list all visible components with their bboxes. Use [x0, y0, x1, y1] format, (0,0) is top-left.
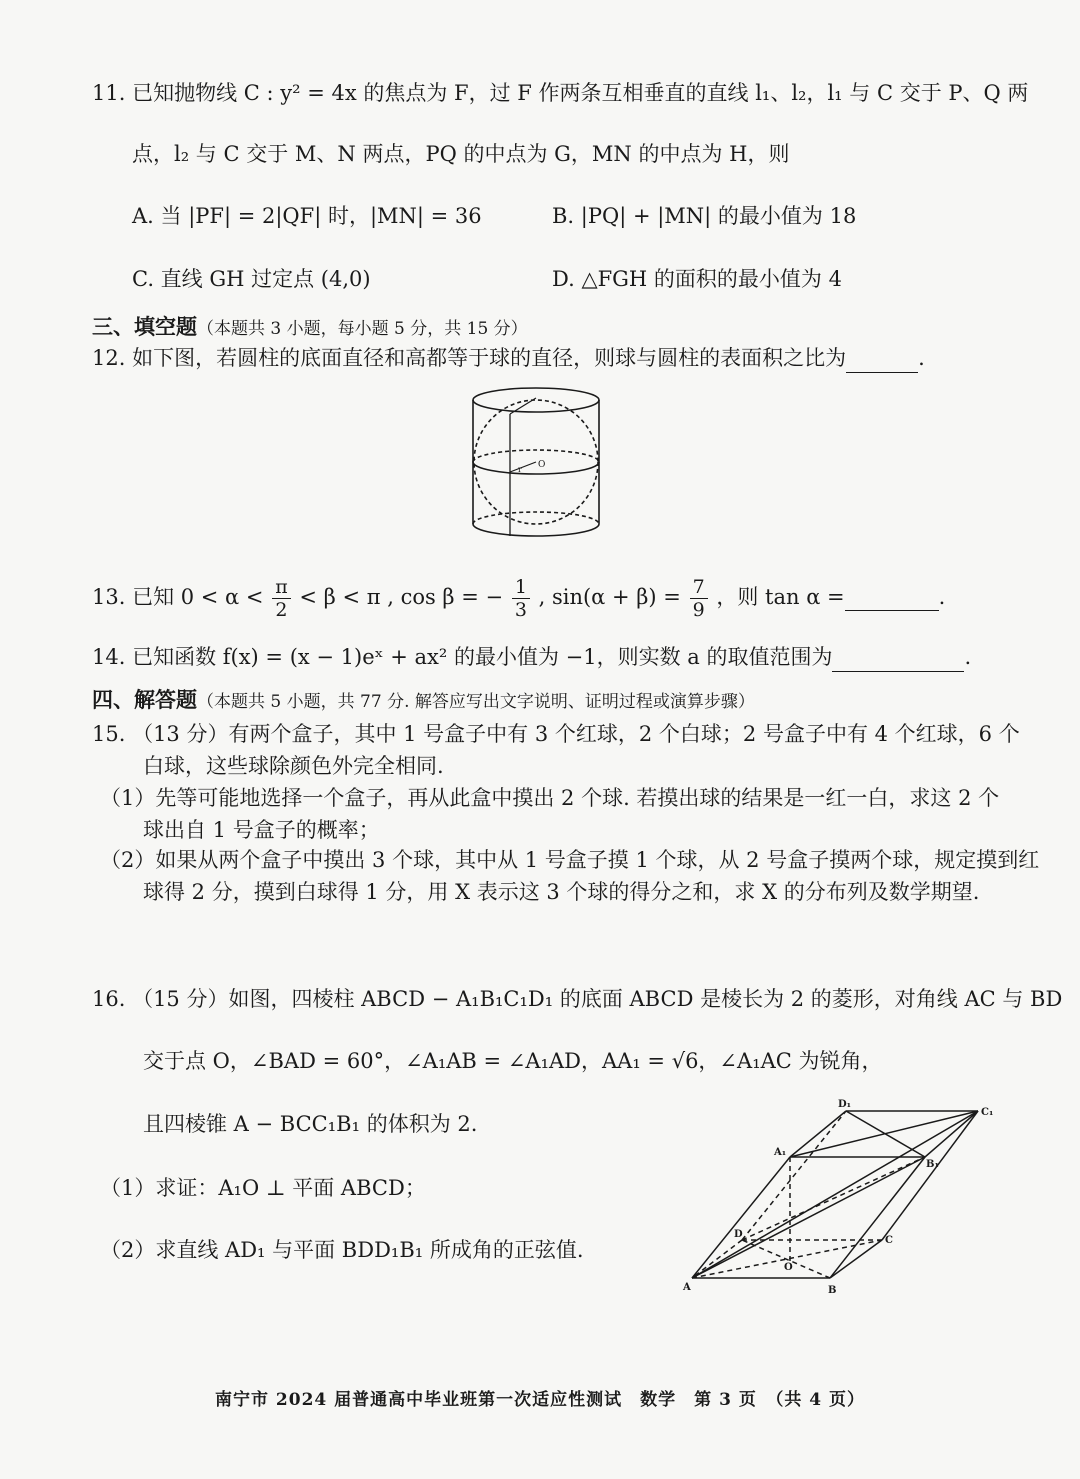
- q13-answer-blank[interactable]: [845, 586, 939, 611]
- seg-ac1: [692, 1111, 978, 1278]
- q13-frac-pi-over-2: [272, 576, 291, 621]
- q11-option-a: A. 当 |PF| = 2|QF| 时，|MN| = 36: [132, 204, 482, 228]
- label-a: A: [683, 1282, 691, 1293]
- q13-frac-2: 2: [275, 599, 288, 621]
- q14-end: .: [964, 645, 972, 669]
- edge-aa1: [692, 1157, 790, 1278]
- q15-line1: 15. （13 分）有两个盒子，其中 1 号盒子中有 3 个红球，2 个白球；2 号盒子中有 4 个红球，6 个: [92, 722, 1020, 746]
- q11-option-c: C. 直线 GH 过定点 (4,0): [132, 267, 371, 291]
- cylinder-sphere-figure: [470, 386, 602, 546]
- seg-ab1: [692, 1157, 925, 1278]
- q12-stem: 12. 如下图，若圆柱的底面直径和高都等于球的直径，则球与圆柱的表面积之比为: [92, 346, 847, 370]
- prism-figure: [680, 1095, 1000, 1295]
- radius-segment: [510, 462, 536, 472]
- q11-option-d: D. △FGH 的面积的最小值为 4: [552, 267, 842, 291]
- q13-tail: ，则 tan α =: [716, 585, 845, 609]
- q11-line2: 点，l₂ 与 C 交于 M、N 两点，PQ 的中点为 G，MN 的中点为 H，则: [132, 142, 790, 166]
- q11-line1: 11. 已知抛物线 C : y² = 4x 的焦点为 F，过 F 作两条互相垂直的直线 l₁、l₂，l₁ 与 C 交于 P、Q 两: [92, 81, 1029, 105]
- q15-part2-a: （2）如果从两个盒子中摸出 3 个球，其中从 1 号盒子摸 1 个球，从 2 号盒子摸两个球，规定摸到红: [100, 848, 1040, 872]
- label-d1: D₁: [838, 1099, 852, 1110]
- seg-db1: [742, 1157, 925, 1240]
- q13-frac-1-over-3: [512, 576, 530, 621]
- q15-part1-a: （1）先等可能地选择一个盒子，再从此盒中摸出 2 个球. 若摸出球的结果是一红一白，求这 2 个: [100, 786, 1000, 810]
- section-4-title: 四、解答题: [92, 687, 197, 712]
- q15-line2: 白球，这些球除颜色外完全相同.: [143, 754, 444, 778]
- cylinder-bottom-back: [473, 512, 599, 524]
- q16-line2: 交于点 O，∠BAD = 60°，∠A₁AB = ∠A₁AD，AA₁ = √6，∠A₁AC 为锐角，: [143, 1049, 883, 1073]
- label-c1: C₁: [981, 1107, 994, 1118]
- diag-d1b1: [846, 1111, 925, 1157]
- cylinder-top-ellipse: [473, 388, 599, 412]
- label-b1: B₁: [926, 1159, 939, 1170]
- label-d: D: [734, 1229, 743, 1240]
- q13-frac-9: 9: [692, 599, 705, 621]
- section-3-heading: [92, 312, 528, 344]
- q16-line1: 16. （15 分）如图，四棱柱 ABCD − A₁B₁C₁D₁ 的底面 ABCD 是棱长为 2 的菱形，对角线 AC 与 BD: [92, 987, 1063, 1011]
- q16-line3: 且四棱锥 A − BCC₁B₁ 的体积为 2.: [143, 1112, 478, 1136]
- q11-option-b: B. |PQ| + |MN| 的最小值为 18: [552, 204, 857, 228]
- q13-text: [92, 572, 945, 622]
- q12-answer-blank[interactable]: [846, 348, 918, 373]
- q12-end: .: [918, 346, 925, 370]
- q13-frac-pi: π: [272, 576, 291, 599]
- q14-stem: 14. 已知函数 f(x) = (x − 1)eˣ + ax² 的最小值为 −1，则实数 a 的取值范围为: [92, 645, 833, 669]
- section-4-note: （本题共 5 小题，共 77 分. 解答应写出文字说明、证明过程或演算步骤）: [197, 692, 755, 712]
- q13-frac-1: 1: [512, 576, 530, 599]
- q14-answer-blank[interactable]: [832, 647, 964, 672]
- q13-sin: , sin(α + β) =: [538, 585, 681, 609]
- label-a1: A₁: [774, 1147, 787, 1158]
- label-c: C: [885, 1235, 893, 1246]
- radius-label-r: r: [518, 465, 522, 474]
- q13-mid: < β < π , cos β = −: [299, 585, 504, 609]
- cylinder-bottom-front: [473, 524, 599, 536]
- q14-text: [92, 642, 971, 672]
- q13-prefix: 13. 已知 0 < α <: [92, 585, 264, 609]
- section-4-heading: [92, 685, 755, 717]
- center-label-o: O: [538, 460, 546, 470]
- page-footer: 南宁市 2024 届普通高中毕业班第一次适应性测试 数学 第 3 页 （共 4 页）: [215, 1390, 865, 1410]
- edge-bb1: [830, 1157, 925, 1278]
- q13-frac-3: 3: [514, 599, 527, 621]
- section-3-title: 三、填空题: [92, 314, 197, 339]
- equator-front: [473, 462, 599, 474]
- section-3-note: （本题共 3 小题，每小题 5 分，共 15 分）: [197, 319, 528, 339]
- edge-da: [692, 1240, 742, 1278]
- q16-part1: （1）求证：A₁O ⊥ 平面 ABCD；: [100, 1176, 426, 1200]
- q15-part2-b: 球得 2 分，摸到白球得 1 分，用 X 表示这 3 个球的得分之和，求 X 的分布列及数学期望.: [143, 880, 980, 904]
- q13-frac-7: 7: [690, 576, 708, 599]
- q13-frac-7-over-9: [690, 576, 708, 621]
- q15-part1-b: 球出自 1 号盒子的概率；: [143, 818, 380, 842]
- label-o: O: [784, 1262, 793, 1273]
- q12-text: [92, 343, 925, 373]
- label-b: B: [828, 1285, 837, 1296]
- edge-dd1: [742, 1111, 846, 1240]
- equator-back: [473, 450, 599, 462]
- q16-part2: （2）求直线 AD₁ 与平面 BDD₁B₁ 所成角的正弦值.: [100, 1238, 584, 1262]
- q13-end: .: [938, 585, 946, 609]
